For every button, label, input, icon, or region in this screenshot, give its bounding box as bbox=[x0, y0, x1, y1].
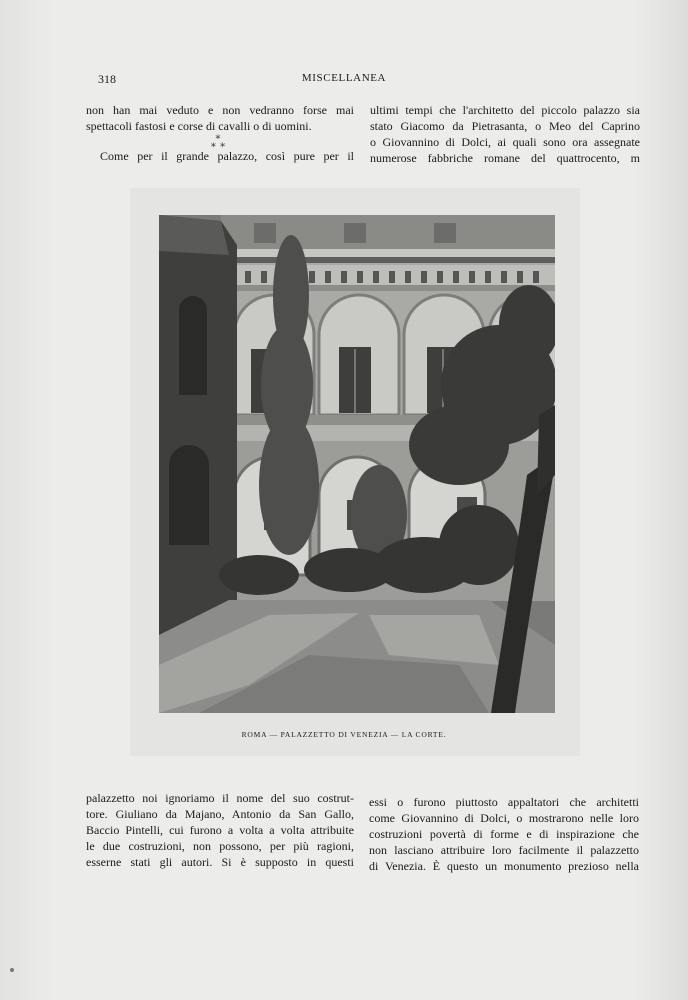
text-line: stato Giacomo da Pietrasanta, o Meo del Caprino bbox=[370, 119, 640, 133]
text-line: costruzioni povertà di forme e di inspirazione che bbox=[369, 827, 639, 841]
page-number: 318 bbox=[98, 72, 116, 86]
text-line: come Giovannino di Dolci, o mostrarono nelle loro bbox=[369, 811, 639, 825]
text-column-bottom-left bbox=[86, 790, 354, 870]
text-line: Baccio Pintelli, cui furono a volta a volta attribuite bbox=[86, 823, 354, 837]
text-line: le due costruzioni, non possono, per più ragioni, bbox=[86, 839, 354, 853]
text-column-top-right bbox=[370, 102, 640, 166]
text-line: esserne stati gli autori. Si è supposto in questi bbox=[86, 855, 354, 869]
text-line: di Venezia. È questo un monumento prezioso nella bbox=[369, 859, 639, 873]
figure-caption: ROMA — PALAZZETTO DI VENEZIA — LA CORTE. bbox=[241, 730, 447, 739]
text-line: tore. Giuliano da Majano, Antonio da San Gallo, bbox=[86, 807, 354, 821]
text-line: Come per il grande palazzo, così pure per il bbox=[100, 149, 354, 163]
text-line: essi o furono piuttosto appaltatori che architetti bbox=[369, 795, 639, 809]
text-column-bottom-right bbox=[369, 794, 639, 874]
text-line: palazzetto noi ignoriamo il nome del suo costrut- bbox=[86, 791, 354, 805]
text-line: ultimi tempi che l'architetto del piccolo palazzo sia bbox=[370, 103, 640, 117]
page-speck bbox=[10, 968, 14, 972]
running-title: MISCELLANEA bbox=[301, 72, 387, 84]
text-line: spettacoli fastosi e corse di cavalli o di uomini. bbox=[86, 119, 312, 133]
text-line: non han mai veduto e non vedranno forse mai bbox=[86, 103, 354, 117]
text-line: o Giovannino di Dolci, ai quali sono ora assegnate bbox=[370, 135, 640, 149]
courtyard-photograph bbox=[159, 215, 555, 713]
text-line: non lasciano attribuire loro facilmente il palazzetto bbox=[369, 843, 639, 857]
text-line: numerose fabbriche romane del quattrocento, m bbox=[370, 151, 640, 165]
section-separator: ∗ ∗ ∗ bbox=[209, 132, 227, 151]
